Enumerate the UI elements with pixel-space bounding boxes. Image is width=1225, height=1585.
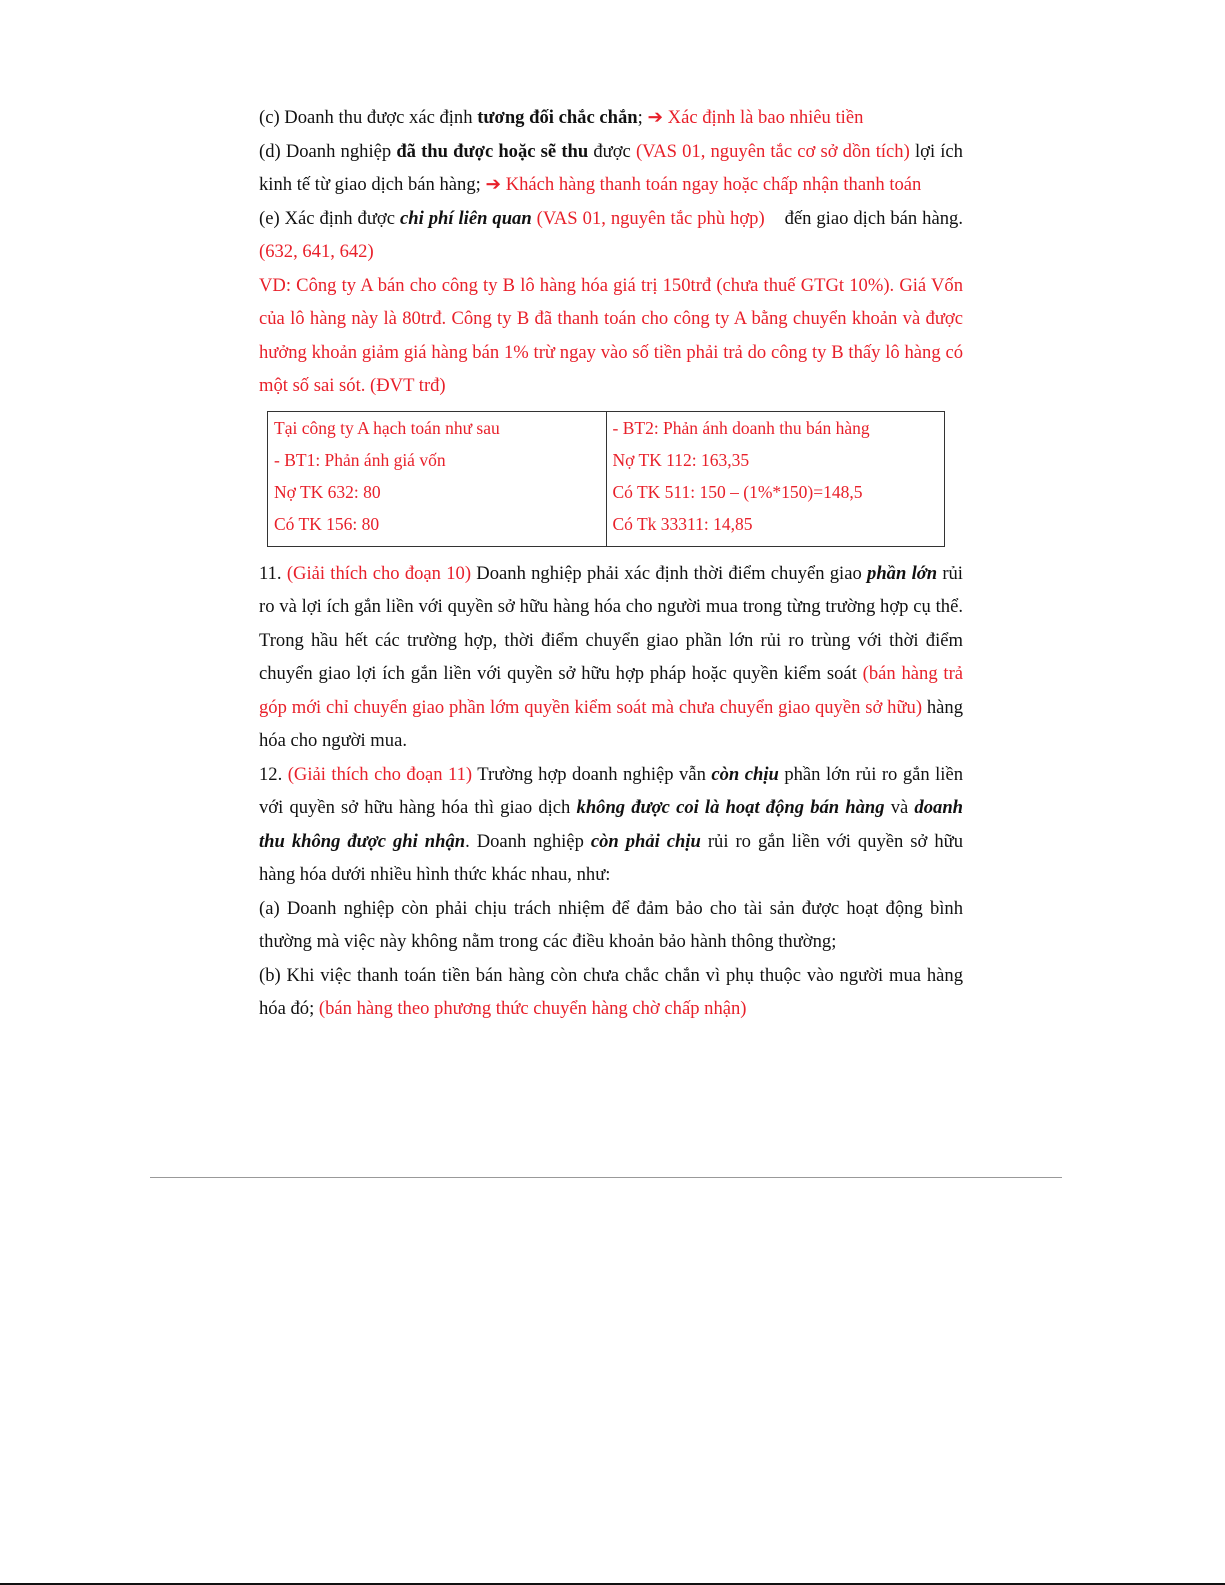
entry-line: Có Tk 33311: 14,85 [612,513,753,534]
criterion-d-mid: được [588,140,636,162]
criterion-e [259,202,968,269]
paragraph-11-note: (bán hàng trả góp mới chỉ chuyển giao phần lớm quyền kiểm soát mà chưa chuyển giao quyền sở hữu) [259,663,964,718]
arrow-icon: ➔ [485,174,502,195]
item-b-note: (bán hàng theo phương thức chuyển hàng chờ chấp nhận) [318,998,747,1019]
example-paragraph: VD: Công ty A bán cho công ty B lô hàng hóa giá trị 150trđ (chưa thuế GTGt 10%). Giá Vốn của lô hàng này là 80trđ. Công ty B đã thanh toán cho công ty A bằng chuyển khoản và được hưởng khoản giảm giá hàng bán 1% trừ ngay vào số tiền phải trả do công ty B thấy lô hàng có một số sai sót. (ĐVT trđ) [259,274,963,396]
criterion-d-ref: (VAS 01, nguyên tắc cơ sở dồn tích) [635,140,910,162]
criterion-e-ref: (VAS 01, nguyên tắc phù hợp) [536,207,765,229]
criterion-e-post: đến giao dịch bán hàng. [764,207,968,229]
criterion-d-bold: đã thu được hoặc sẽ thu [396,140,589,162]
paragraph-12-emphasis: không được coi là hoạt động bán hàng [576,797,885,818]
paragraph-12-text: Trường hợp doanh nghiệp vẫn [472,763,712,785]
criterion-d-post: lợi ích kinh tế từ giao dịch bán hàng; [259,140,963,195]
criterion-d-note: Khách hàng thanh toán ngay hoặc chấp nhận thanh toán [501,174,922,195]
arrow-icon: ➔ [647,107,664,128]
item-b-text: (b) Khi việc thanh toán tiền bán hàng còn chưa chắc chắn vì phụ thuộc vào người mua hàng hóa đó; [259,964,963,1019]
paragraph-12-text: rủi ro gắn liền với quyền sở hữu hàng hóa dưới nhiều hình thức khác nhau, như: [259,830,963,885]
criterion-e-bold-italic: chi phí liên quan [399,207,532,229]
entry-line: Tại công ty A hạch toán như sau [274,417,500,438]
paragraph-number: 12. [259,763,288,785]
criterion-c-bold: tương đối chắc chắn [477,107,638,128]
entry-left-column [268,411,607,546]
paragraph-11 [259,557,963,758]
criterion-d [259,135,963,202]
paragraph-11-text: hàng hóa cho người mua. [259,696,963,751]
entry-line: - BT2: Phản ánh doanh thu bán hàng [612,417,870,438]
page-content [259,101,968,1026]
entry-line: Có TK 511: 150 – (1%*150)=148,5 [612,481,863,502]
criterion-e-accounts: (632, 641, 642) [259,241,374,262]
criterion-e-text: (e) Xác định được [259,207,400,229]
journal-entry-table [267,411,945,547]
item-a: (a) Doanh nghiệp còn phải chịu trách nhiệm để đảm bảo cho tài sản được hoạt động bình thường mà việc này không nằm trong các điều khoản bảo hành thông thường; [259,897,963,952]
criterion-c-punct: ; [637,107,643,128]
paragraph-12-emphasis: còn phải chịu [590,830,701,852]
entry-line: Có TK 156: 80 [274,513,380,534]
paragraph-12-emphasis: còn chịu [711,763,779,785]
criterion-d-text: (d) Doanh nghiệp [259,140,397,162]
entry-line: Nợ TK 112: 163,35 [612,449,750,470]
criterion-c [259,101,963,135]
table-row [268,411,945,546]
paragraph-11-text: rủi ro và lợi ích gắn liền với quyền sở hữu hàng hóa cho người mua trong từng trường hợp cụ thể. Trong hầu hết các trường hợp, thời điểm chuyển giao phần lớn rủi ro trùng với thời điểm chuyển giao lợi ích gắn liền với quyền sở hữu hợp pháp hoặc quyền kiểm soát [259,562,963,684]
paragraph-12-ref: (Giải thích cho đoạn 11) [287,763,473,785]
paragraph-12-text: và [884,797,915,818]
entry-line: Nợ TK 632: 80 [274,481,381,502]
paragraph-12 [259,758,963,892]
paragraph-12-text: . Doanh nghiệp [465,830,591,852]
entry-right-column [606,411,945,546]
paragraph-number: 11. [259,562,287,584]
paragraph-11-ref: (Giải thích cho đoạn 10) [286,562,472,584]
paragraph-12-text: phần lớn rủi ro gắn liền với quyền sở hữu hàng hóa thì giao dịch [259,763,964,818]
page-divider [150,1177,1062,1178]
paragraph-11-emphasis: phần lớn [867,562,938,584]
entry-line: - BT1: Phản ánh giá vốn [274,449,446,470]
paragraph-12-emphasis: doanh thu không được ghi nhận [259,797,963,852]
item-b [259,959,963,1026]
criterion-c-note: Xác định là bao nhiêu tiền [663,107,864,128]
paragraph-11-text: Doanh nghiệp phải xác định thời điểm chuyển giao [471,562,868,584]
criterion-c-text: (c) Doanh thu được xác định [259,107,478,128]
